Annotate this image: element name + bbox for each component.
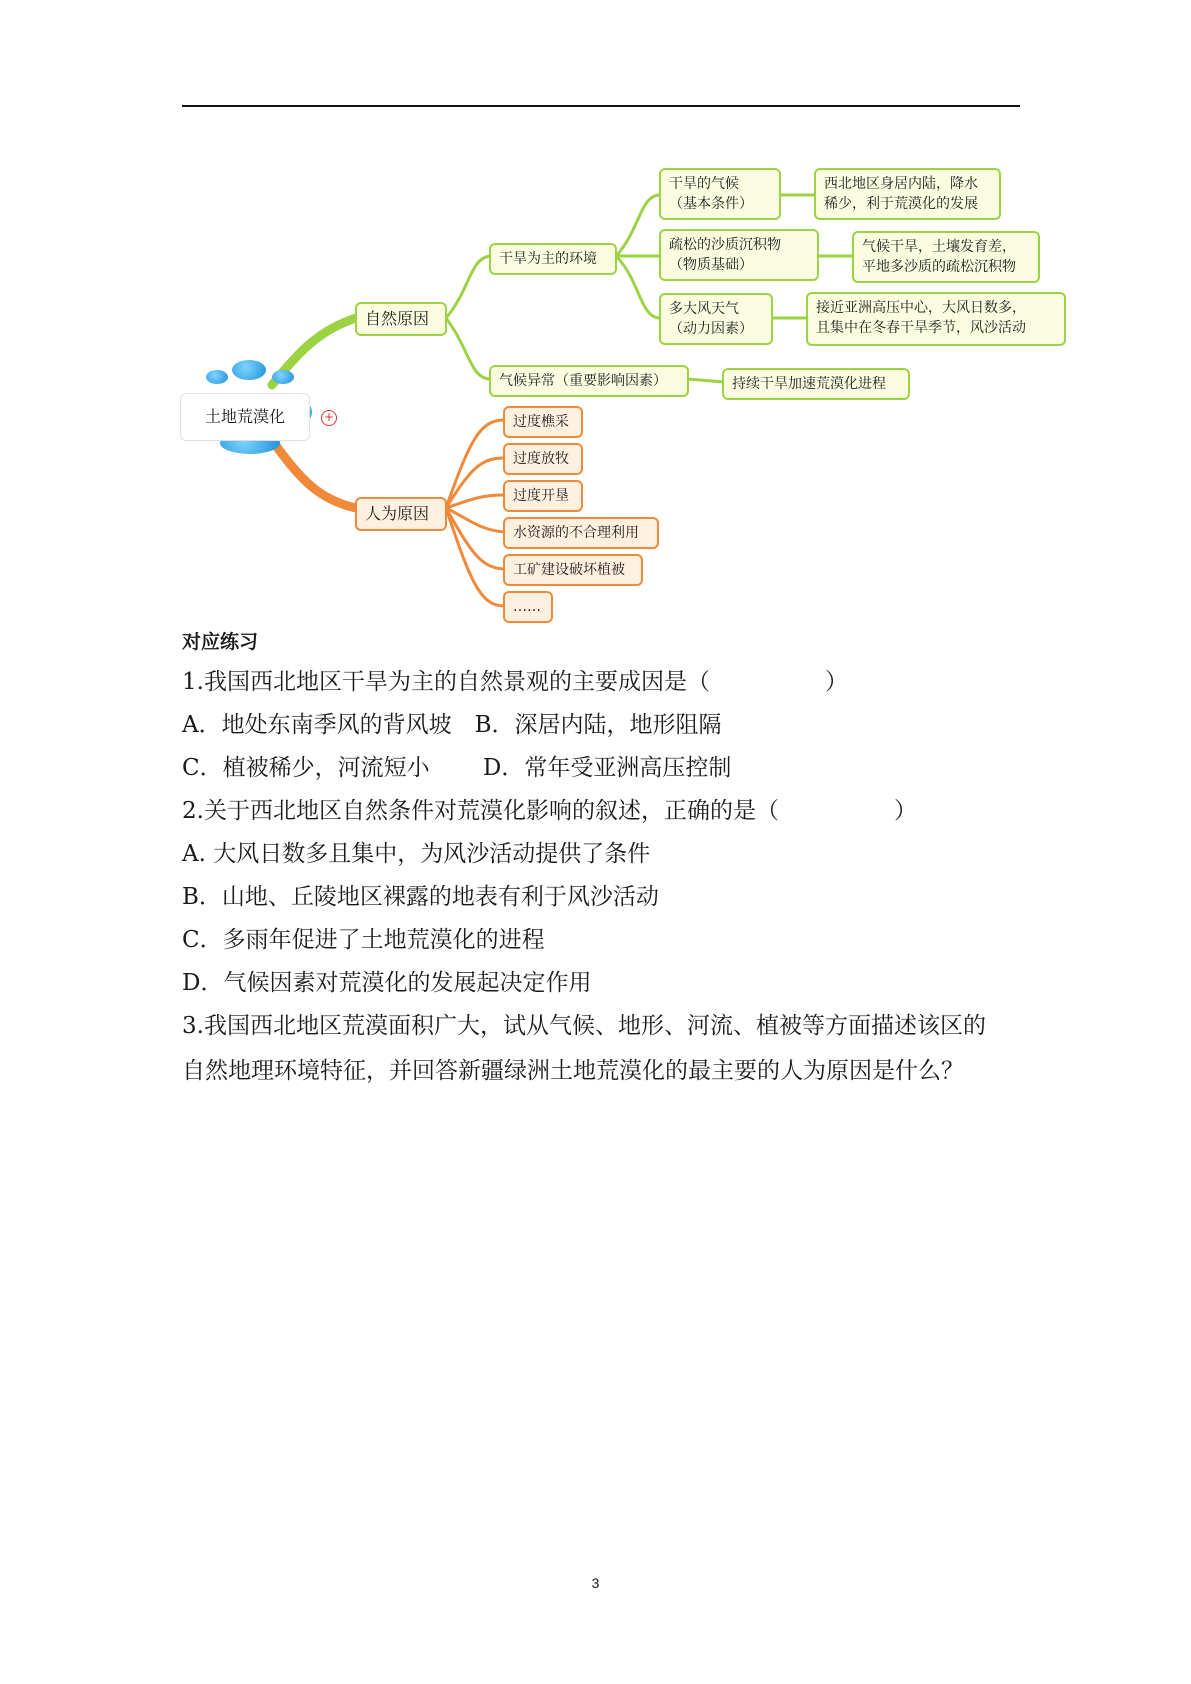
question-3-line-2: 自然地理环境特征，并回答新疆绿洲土地荒漠化的最主要的人为原因是什么？ [182, 1058, 964, 1084]
expand-plus-icon[interactable]: + [321, 410, 337, 426]
question-2-option-a: A. 大风日数多且集中，为风沙活动提供了条件 [182, 841, 651, 867]
node-label-line: 接近亚洲高压中心，大风日数多， [816, 300, 1026, 316]
node-label-line: 气候干旱，土壤发育差， [862, 239, 1016, 255]
node-label-line: 且集中在冬春干旱季节，风沙活动 [816, 320, 1026, 336]
node-human-item[interactable]: 过度放牧 [503, 443, 583, 475]
node-label-line: 平地多沙质的疏松沉积物 [862, 259, 1016, 275]
page-number: 3 [591, 1575, 600, 1591]
mind-map-root[interactable]: 土地荒漠化 [180, 393, 310, 441]
question-2-option-b: B．山地、丘陵地区裸露的地表有利于风沙活动 [182, 884, 659, 910]
node-anomaly-description[interactable]: 持续干旱加速荒漠化进程 [722, 368, 910, 400]
node-human-item[interactable]: 过度开垦 [503, 480, 583, 512]
question-1: 1.我国西北地区干旱为主的自然景观的主要成因是（ ） [182, 669, 848, 695]
question-3-line-1: 3.我国西北地区荒漠面积广大，试从气候、地形、河流、植被等方面描述该区的 [182, 1013, 986, 1039]
mind-map [0, 0, 1191, 640]
node-sand-description[interactable] [852, 231, 1040, 283]
node-label-line: （物质基础） [669, 257, 753, 273]
node-label-line: 西北地区身居内陆，降水 [824, 176, 978, 192]
node-human-item[interactable]: …… [503, 591, 553, 623]
question-2: 2.关于西北地区自然条件对荒漠化影响的叙述，正确的是（ ） [182, 798, 917, 824]
node-human-item[interactable]: 水资源的不合理利用 [503, 517, 659, 549]
exercise-heading: 对应练习 [182, 631, 259, 653]
question-2-option-c: C．多雨年促进了土地荒漠化的进程 [182, 927, 545, 953]
node-climate-anomaly[interactable]: 气候异常（重要影响因素） [489, 365, 689, 397]
node-human-causes[interactable]: 人为原因 [355, 497, 447, 531]
question-1-options-cd: C．植被稀少，河流短小 D．常年受亚洲高压控制 [182, 755, 732, 781]
node-natural-causes[interactable]: 自然原因 [355, 302, 447, 336]
node-human-item[interactable]: 工矿建设破坏植被 [503, 554, 643, 586]
node-drought-environment[interactable]: 干旱为主的环境 [489, 243, 617, 275]
node-climate-description[interactable] [814, 168, 1001, 220]
root-decoration-blob [272, 370, 294, 384]
node-label-line: （基本条件） [669, 196, 753, 212]
node-wind-description[interactable] [806, 292, 1066, 346]
question-1-options-ab: A．地处东南季风的背风坡 B．深居内陆，地形阻隔 [182, 712, 722, 738]
node-label-line: 干旱的气候 [669, 176, 739, 192]
root-decoration-blob [206, 370, 228, 384]
node-label-line: 多大风天气 [669, 301, 739, 317]
node-windy-weather[interactable] [659, 293, 773, 345]
node-label-line: 稀少，利于荒漠化的发展 [824, 196, 978, 212]
question-2-option-d: D．气候因素对荒漠化的发展起决定作用 [182, 970, 592, 996]
node-human-item[interactable]: 过度樵采 [503, 406, 583, 438]
root-decoration-blob [232, 360, 266, 380]
node-label-line: 疏松的沙质沉积物 [669, 237, 781, 253]
node-label-line: （动力因素） [669, 321, 753, 337]
node-sandy-sediment[interactable] [659, 229, 819, 281]
node-dry-climate[interactable] [659, 168, 781, 220]
